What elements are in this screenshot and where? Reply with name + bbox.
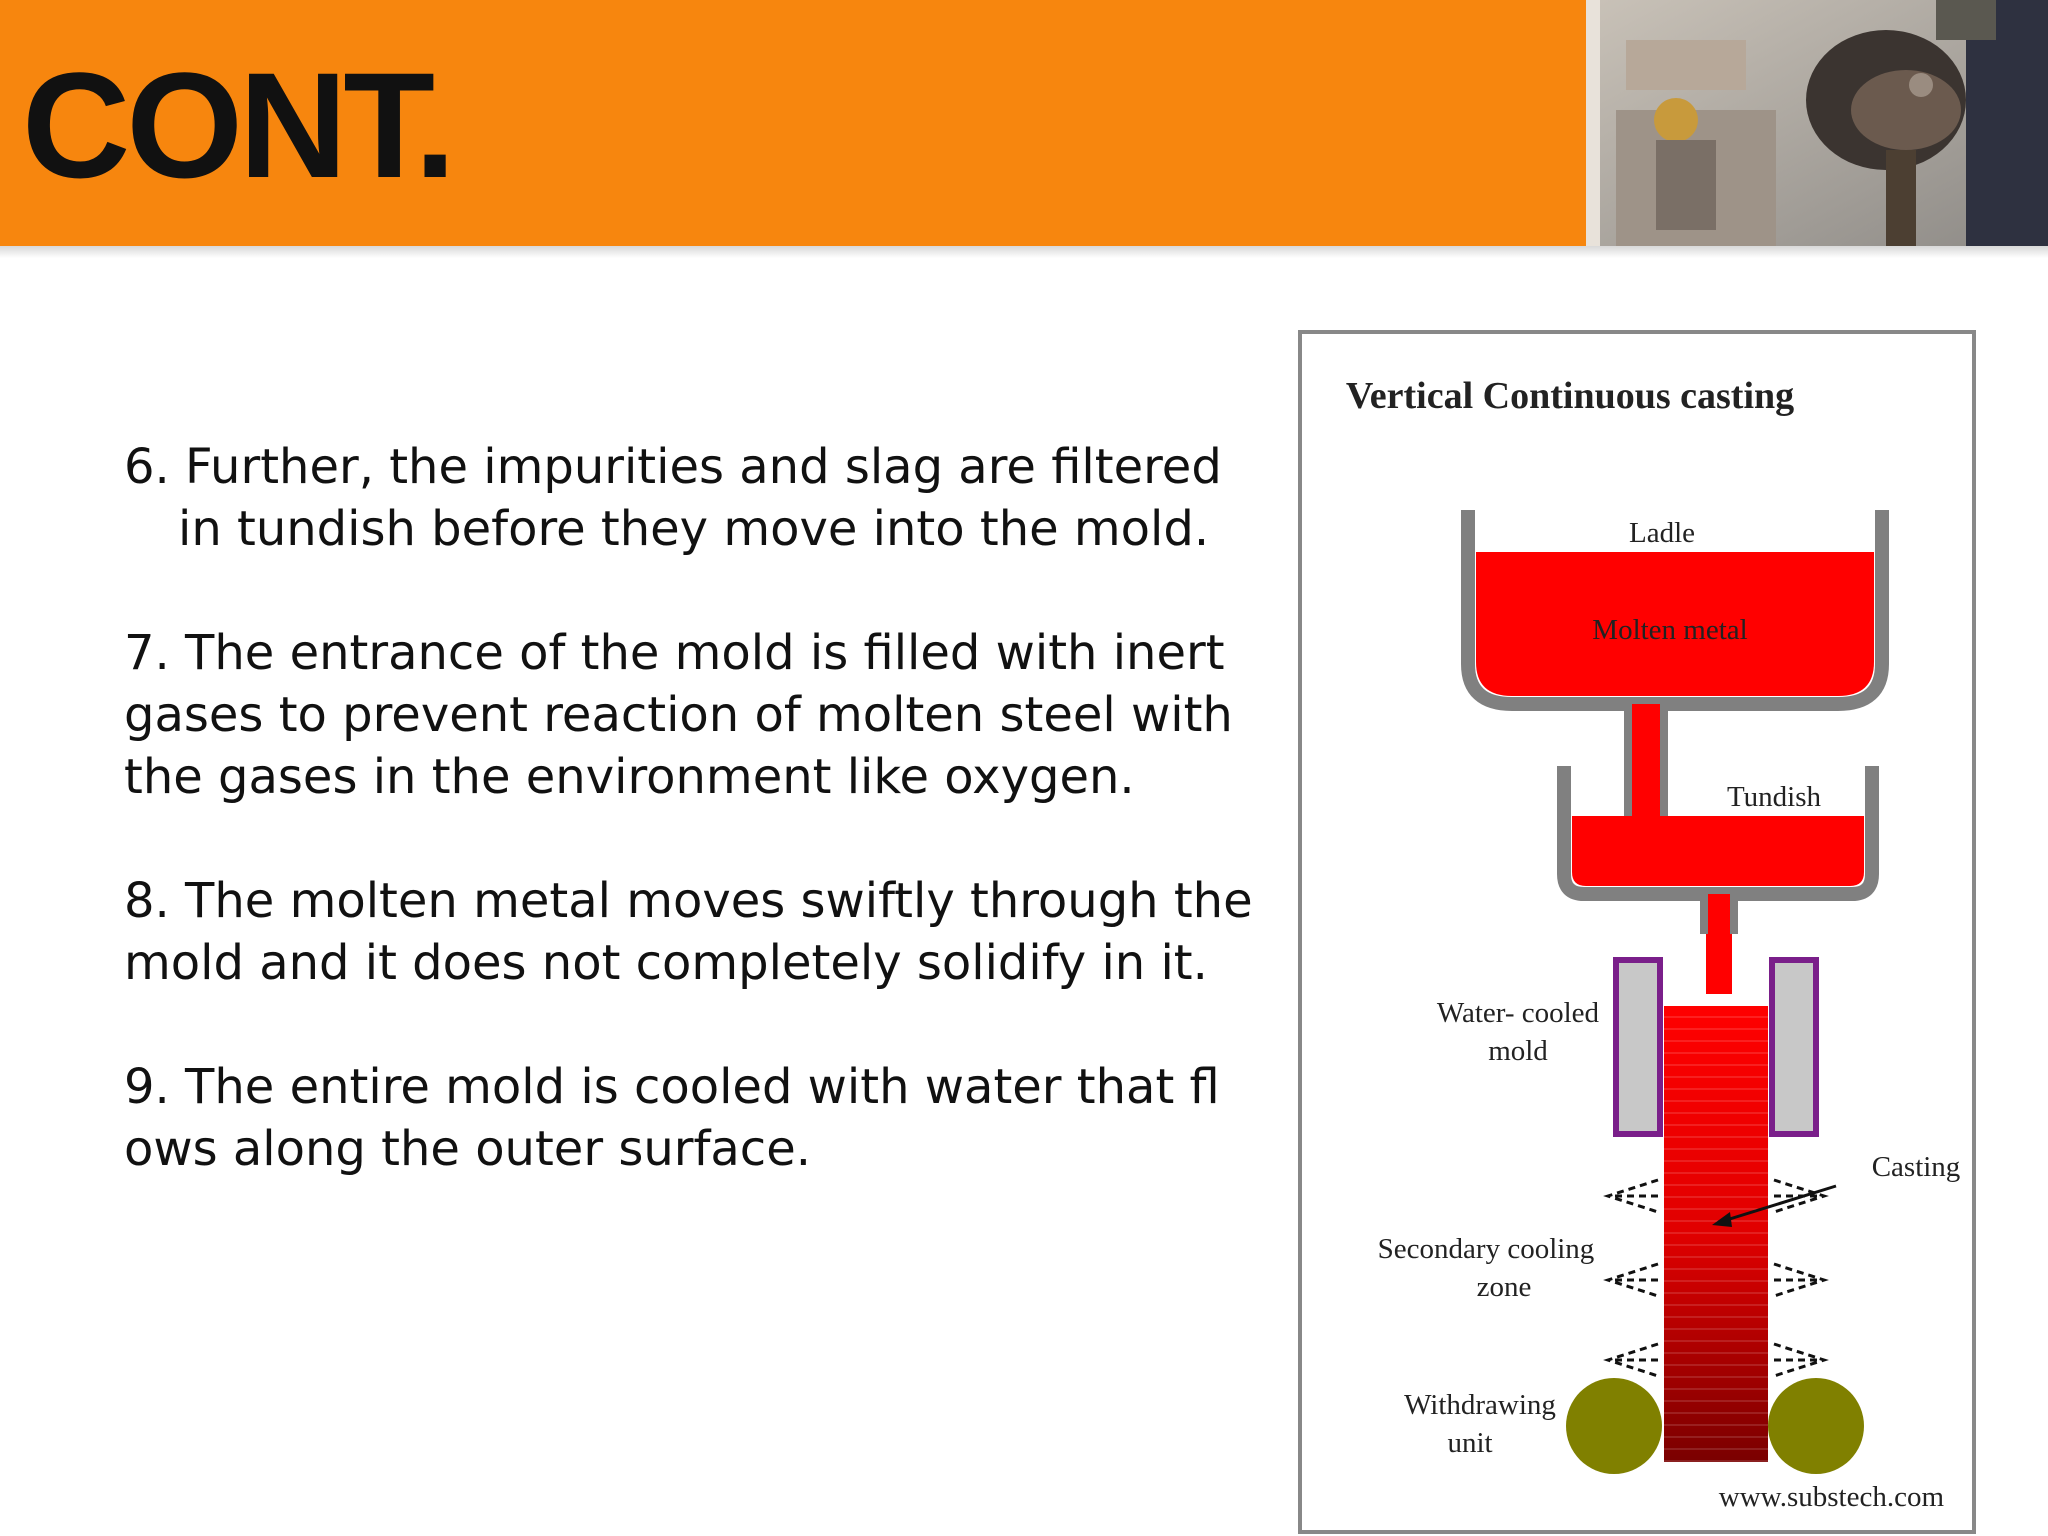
slide-title: CONT. [22, 41, 452, 209]
casting-strand-texture [1664, 1006, 1768, 1462]
ladle-nozzle-right [1660, 704, 1668, 816]
ladle-label: Ladle [1628, 517, 1696, 549]
tundish-label: Tundish [1726, 781, 1822, 813]
ladle-nozzle-stream [1630, 704, 1662, 816]
mold-left-wall [1616, 960, 1660, 1134]
withdrawing-label-line1: Withdrawing [1404, 1389, 1556, 1421]
tundish-molten-metal [1572, 816, 1864, 886]
mold-right-wall [1772, 960, 1816, 1134]
tundish-nozzle-left [1700, 894, 1708, 934]
point-8: 8. The molten metal moves swiftly through the mold and it does not completely solidify in it. [124, 873, 1253, 991]
tundish-nozzle-stream [1706, 894, 1732, 994]
header-divider [0, 246, 2048, 258]
body-text [124, 436, 1254, 1242]
molten-metal-label: Molten metal [1592, 614, 1748, 646]
casting-label: Casting [1871, 1151, 1961, 1183]
roller-left [1566, 1378, 1662, 1474]
point-6 [124, 436, 1254, 560]
roller-right [1768, 1378, 1864, 1474]
mold-label-line2: mold [1488, 1035, 1548, 1067]
header-photo [1586, 0, 2048, 246]
secondary-cooling-label-line2: zone [1476, 1271, 1532, 1303]
withdrawing-label-line2: unit [1447, 1427, 1493, 1459]
ladle-nozzle-left [1624, 704, 1632, 816]
casting-diagram-svg [1302, 334, 1972, 1530]
point-7: 7. The entrance of the mold is filled with inert gases to prevent reaction of molten steel with the gases in the environment like oxygen. [124, 625, 1233, 805]
casting-diagram [1298, 330, 1976, 1534]
diagram-title: Vertical Continuous casting [1345, 375, 1795, 417]
point-6-line1: 6. Further, the impurities and slag are filtered [124, 439, 1222, 495]
tundish-nozzle-right [1730, 894, 1738, 934]
source-credit: www.substech.com [1718, 1481, 1944, 1513]
secondary-cooling-label-line1: Secondary cooling [1377, 1233, 1595, 1265]
point-6-line2: in tundish before they move into the mold. [178, 501, 1210, 557]
point-9: 9. The entire mold is cooled with water that fl ows along the outer surface. [124, 1059, 1220, 1177]
mold-label-line1: Water- cooled [1436, 997, 1600, 1029]
